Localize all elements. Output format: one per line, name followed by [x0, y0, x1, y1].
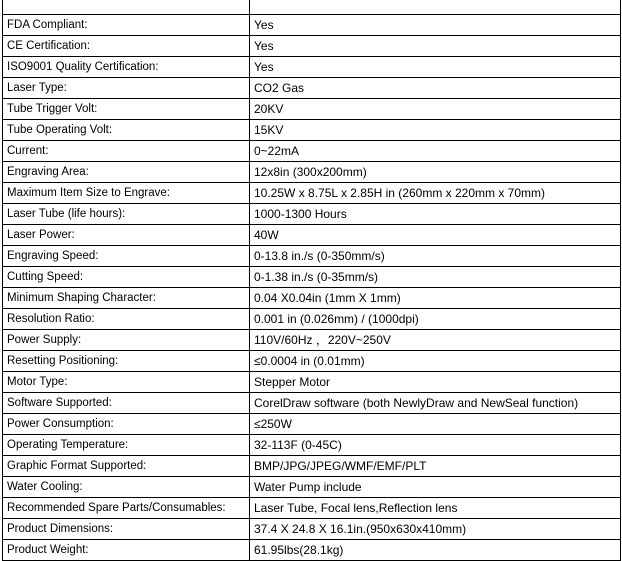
- spec-row: [3, 267, 621, 288]
- spec-label: FDA Compliant:: [3, 15, 250, 36]
- specifications-table: [2, 0, 621, 561]
- spec-value: Stepper Motor: [250, 372, 621, 393]
- spec-label: Resetting Positioning:: [3, 351, 250, 372]
- spec-row: [3, 288, 621, 309]
- spec-label: Power Supply:: [3, 330, 250, 351]
- spec-row: [3, 477, 621, 498]
- spec-value: 0~22mA: [250, 141, 621, 162]
- spec-value: [250, 0, 621, 15]
- spec-row: [3, 414, 621, 435]
- spec-row: [3, 498, 621, 519]
- spec-label: Water Cooling:: [3, 477, 250, 498]
- spec-label: Maximum Item Size to Engrave:: [3, 183, 250, 204]
- spec-label: Laser Power:: [3, 225, 250, 246]
- spec-row: [3, 78, 621, 99]
- spec-value: BMP/JPG/JPEG/WMF/EMF/PLT: [250, 456, 621, 477]
- spec-row: [3, 435, 621, 456]
- spec-row: [3, 456, 621, 477]
- spec-label: Laser Type:: [3, 78, 250, 99]
- spec-row: [3, 0, 621, 15]
- spec-row: [3, 99, 621, 120]
- spec-label: ISO9001 Quality Certification:: [3, 57, 250, 78]
- spec-row: [3, 330, 621, 351]
- spec-value: 61.95lbs(28.1kg): [250, 540, 621, 561]
- spec-label: Resolution Ratio:: [3, 309, 250, 330]
- spec-row: [3, 36, 621, 57]
- spec-label: Motor Type:: [3, 372, 250, 393]
- spec-row: [3, 372, 621, 393]
- spec-label: Tube Trigger Volt:: [3, 99, 250, 120]
- spec-value: 37.4 X 24.8 X 16.1in.(950x630x410mm): [250, 519, 621, 540]
- spec-value: CorelDraw software (both NewlyDraw and NewSeal function): [250, 393, 621, 414]
- spec-label: Engraving Speed:: [3, 246, 250, 267]
- spec-row: [3, 309, 621, 330]
- spec-value: 0-13.8 in./s (0-350mm/s): [250, 246, 621, 267]
- spec-label: Cutting Speed:: [3, 267, 250, 288]
- spec-value: Laser Tube, Focal lens,Reflection lens: [250, 498, 621, 519]
- spec-label: Graphic Format Supported:: [3, 456, 250, 477]
- spec-label: Minimum Shaping Character:: [3, 288, 250, 309]
- spec-value: Yes: [250, 57, 621, 78]
- spec-label: Product Weight:: [3, 540, 250, 561]
- spec-value: Water Pump include: [250, 477, 621, 498]
- spec-label: Product Dimensions:: [3, 519, 250, 540]
- spec-row: [3, 204, 621, 225]
- spec-value: ≤0.0004 in (0.01mm): [250, 351, 621, 372]
- spec-value: 110V/60Hz ，220V~250V: [250, 330, 621, 351]
- spec-value: 15KV: [250, 120, 621, 141]
- spec-value: 0.04 X0.04in (1mm X 1mm): [250, 288, 621, 309]
- spec-value: CO2 Gas: [250, 78, 621, 99]
- spec-value: 20KV: [250, 99, 621, 120]
- specifications-table-body: [3, 0, 621, 561]
- spec-value: 0.001 in (0.026mm) / (1000dpi): [250, 309, 621, 330]
- spec-label: Laser Tube (life hours):: [3, 204, 250, 225]
- spec-row: [3, 57, 621, 78]
- spec-label: Power Consumption:: [3, 414, 250, 435]
- spec-row: [3, 225, 621, 246]
- spec-value: ≤250W: [250, 414, 621, 435]
- spec-value: Yes: [250, 36, 621, 57]
- spec-row: [3, 393, 621, 414]
- spec-label: Engraving Area:: [3, 162, 250, 183]
- spec-value: 32-113F (0-45C): [250, 435, 621, 456]
- spec-label: Operating Temperature:: [3, 435, 250, 456]
- spec-value: 12x8in (300x200mm): [250, 162, 621, 183]
- spec-label: Current:: [3, 141, 250, 162]
- spec-row: [3, 141, 621, 162]
- spec-row: [3, 120, 621, 141]
- spec-label: Recommended Spare Parts/Consumables:: [3, 498, 250, 519]
- spec-value: 40W: [250, 225, 621, 246]
- spec-row: [3, 162, 621, 183]
- spec-label: Software Supported:: [3, 393, 250, 414]
- spec-label: [3, 0, 250, 15]
- spec-value: Yes: [250, 15, 621, 36]
- spec-label: CE Certification:: [3, 36, 250, 57]
- spec-row: [3, 246, 621, 267]
- spec-row: [3, 351, 621, 372]
- spec-value: 10.25W x 8.75L x 2.85H in (260mm x 220mm x 70mm): [250, 183, 621, 204]
- spec-value: 0-1.38 in./s (0-35mm/s): [250, 267, 621, 288]
- spec-row: [3, 15, 621, 36]
- spec-value: 1000-1300 Hours: [250, 204, 621, 225]
- spec-row: [3, 540, 621, 561]
- spec-row: [3, 519, 621, 540]
- spec-row: [3, 183, 621, 204]
- spec-label: Tube Operating Volt:: [3, 120, 250, 141]
